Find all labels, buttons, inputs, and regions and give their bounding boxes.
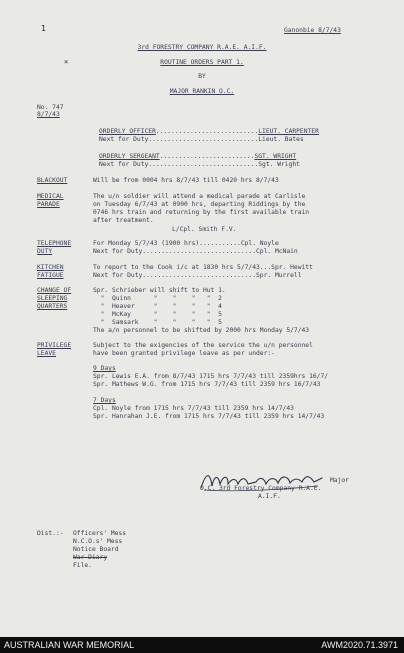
order-date: 8/7/43 [37,111,60,118]
medical-line: The u/n soldier will attend a medical parade at Carlisle [93,193,306,200]
duty-row: Next for Duty.............................Lieut. Bates [99,136,304,143]
quarters-label-2: SLEEPING [37,295,68,302]
blackout-label: BLACKOUT [37,177,68,184]
blackout-text: Will be from 0004 hrs 8/7/43 till 0420 hrs 8/7/43 [93,177,279,184]
quarters-label: CHANGE OF [37,287,72,294]
leave-entry: Spr. Lewis E.A. from 8/7/43 1715 hrs 7/7/43 till 2359hrs 16/7/ [93,373,329,380]
medical-line: 0746 hrs train and returning by the first available train [93,209,310,216]
quarters-line: Spr. Schrieber will shift to Hut 1. [93,287,226,294]
leave-group-title: 9 Days [93,365,116,372]
distribution-item: Officers' Mess [73,530,127,537]
punch-mark: × [64,58,69,66]
duty-row: Next for Duty.............................Sgt. Wright [99,161,300,168]
quarters-line: The a/n personnel to be shifted by 2000 hrs Monday 5/7/43 [93,327,310,334]
telephone-label-2: DUTY [37,248,53,255]
quarters-line: " McKay " " " " 5 [93,311,222,318]
archive-name: AUSTRALIAN WAR MEMORIAL [4,640,135,650]
quarters-line: " Quinn " " " " 2 [93,295,222,302]
signatory-title: O.C. 3rd Forestry Company R.A.E. [200,485,322,492]
kitchen-label-2: FATIGUE [37,272,64,279]
accession-number: AWM2020.71.3971 [321,640,398,650]
leave-entry: Spr. Hanrahan J.E. from 1715 hrs 7/7/43 till 2359 hrs 14/7/43 [93,413,325,420]
by-line: BY [198,73,206,80]
signatory-rank: Major [330,477,349,484]
order-number: No. 747 [37,104,64,111]
archive-footer [0,637,404,653]
leave-label: PRIVILEGE [37,342,72,349]
distribution-item: Notice Board [73,546,119,553]
medical-line: on Tuesday 6/7/43 at 0900 hrs, departing Riddings by the [93,201,306,208]
leave-label-2: LEAVE [37,350,56,357]
officer-line: MAJOR RANKIN O.C. [169,88,235,95]
distribution-item: War Diary [73,554,108,561]
location-date: Ganonbie 8/7/43 [284,27,341,34]
telephone-line: For Monday 5/7/43 (1900 hrs)...........Cpl. Noyle [93,240,279,247]
duty-row: ORDERLY SERGEANT.........................SGT. WRIGHT [99,153,297,160]
telephone-line: Next for Duty..............................Cpl. McNain [93,248,298,255]
leave-entry: Spr. Mathews W.G. from 1715 hrs 7/7/43 till 2359 hrs 16/7/43 [93,381,321,388]
page-mark: 1 [41,24,46,33]
quarters-line: " Samsark " " " " 5 [93,319,222,326]
kitchen-line: To report to the Cook i/c at 1830 hrs 5/7/43...Spr. Hewitt [93,264,313,271]
medical-soldier: L/Cpl. Smith F.V. [172,226,237,233]
leave-group-title: 7 Days [93,397,116,404]
distribution-item: N.C.O.s' Mess [73,538,123,545]
kitchen-label: KITCHEN [37,264,64,271]
distribution-item: File. [73,562,92,569]
kitchen-line: Next for Duty..............................Spr. Murrell [93,272,302,279]
duty-row: ORDERLY OFFICER...........................LIEUT. CARPENTER [99,128,319,135]
signatory-title-2: A.I.F. [258,493,281,500]
medical-label: MEDICAL [37,193,64,200]
leave-entry: Cpl. Noyle from 1715 hrs 7/7/43 till 2359 hrs 14/7/43 [93,405,294,412]
quarters-line: " Heaver " " " " 4 [93,303,222,310]
unit-heading: 3rd FORESTRY COMPANY R.A.E. A.I.F. [137,44,267,51]
leave-intro: have been granted privilege leave as per under:- [93,350,275,357]
medical-label-2: PARADE [37,201,60,208]
distribution-label: Dist.:- [37,530,64,537]
telephone-label: TELEPHONE [37,240,72,247]
medical-line: after treatment. [93,217,154,224]
orders-title: ROUTINE ORDERS PART 1. [160,59,244,66]
leave-intro: Subject to the exigencies of the service the u/n personnel [93,342,313,349]
quarters-label-3: QUARTERS [37,303,68,310]
